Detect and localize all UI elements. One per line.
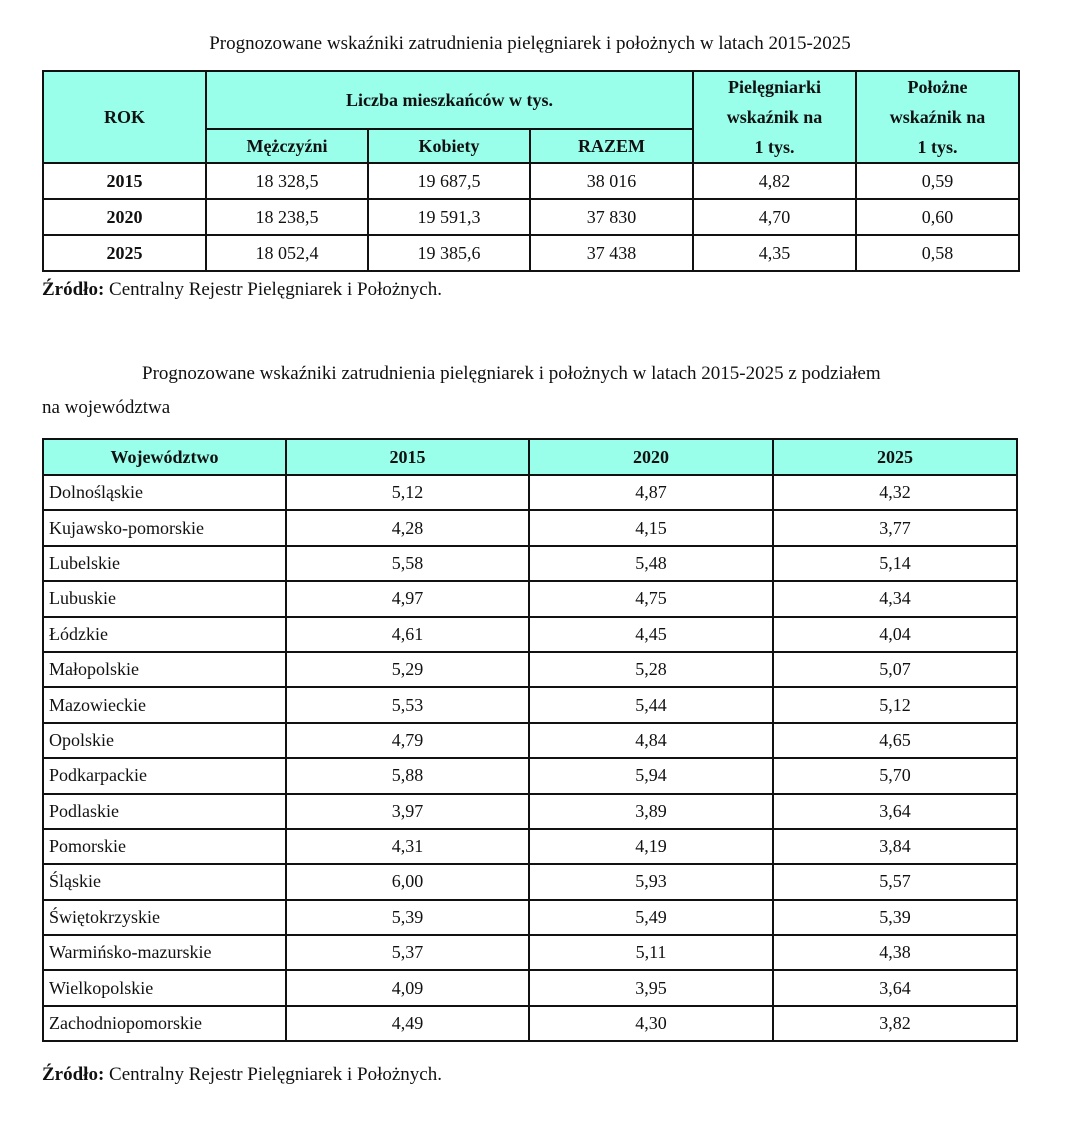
table-row [43,235,1019,271]
table2-caption: Prognozowane wskaźniki zatrudnienia pielęgniarek i położnych w latach 2015-2025 z podziałem na województwa [42,363,881,418]
table-cell: 5,12 [773,687,1017,722]
table-row [43,199,1019,235]
table-row [43,617,1017,652]
table-cell: 4,75 [529,581,773,616]
year-cell: 2025 [43,235,206,271]
table-cell: 4,79 [286,723,529,758]
table-cell: 4,19 [529,829,773,864]
table-cell: 5,28 [529,652,773,687]
header-2025: 2025 [773,439,1017,475]
table-cell: 3,64 [773,794,1017,829]
table1-caption: Prognozowane wskaźniki zatrudnienia pielęgniarek i położnych w latach 2015-2025 [209,33,851,54]
source-label: Źródło: [42,1064,105,1085]
table-row [43,581,1017,616]
table-row [43,723,1017,758]
table-row [43,475,1017,510]
table-cell: 4,97 [286,581,529,616]
table-cell: 37 438 [530,235,693,271]
table-cell: 4,04 [773,617,1017,652]
voivodeship-name: Opolskie [43,723,286,758]
table-cell: 3,84 [773,829,1017,864]
table-cell: 4,32 [773,475,1017,510]
table-cell: 5,39 [773,900,1017,935]
table-cell: 4,49 [286,1006,529,1041]
table-cell: 5,57 [773,864,1017,899]
table-cell: 4,38 [773,935,1017,970]
table-cell: 5,14 [773,546,1017,581]
table-cell: 18 052,4 [206,235,368,271]
table-cell: 18 238,5 [206,199,368,235]
source-label: Źródło: [42,279,105,300]
table-cell: 4,35 [693,235,856,271]
table-row [43,758,1017,793]
table-row [43,510,1017,545]
table-cell: 5,48 [529,546,773,581]
voivodeship-name: Podlaskie [43,794,286,829]
table-cell: 4,09 [286,970,529,1005]
table-cell: 5,11 [529,935,773,970]
voivodeship-name: Świętokrzyskie [43,900,286,935]
table-cell: 3,77 [773,510,1017,545]
table-cell: 5,49 [529,900,773,935]
table-cell: 5,94 [529,758,773,793]
table-row [43,794,1017,829]
table-cell: 4,28 [286,510,529,545]
voivodeship-name: Zachodniopomorskie [43,1006,286,1041]
table-row [43,900,1017,935]
voivodeship-name: Lubelskie [43,546,286,581]
table-cell: 5,07 [773,652,1017,687]
header-mezczyzni: Mężczyźni [206,129,368,163]
table-row [43,970,1017,1005]
table-row [43,864,1017,899]
table-cell: 4,87 [529,475,773,510]
table-cell: 38 016 [530,163,693,199]
table-cell: 5,44 [529,687,773,722]
table-cell: 4,84 [529,723,773,758]
voivodeship-name: Kujawsko-pomorskie [43,510,286,545]
table-cell: 3,82 [773,1006,1017,1041]
table-cell: 5,39 [286,900,529,935]
year-cell: 2020 [43,199,206,235]
voivodeship-name: Dolnośląskie [43,475,286,510]
table-cell: 4,31 [286,829,529,864]
table-cell: 5,70 [773,758,1017,793]
voivodeship-name: Mazowieckie [43,687,286,722]
voivodeship-name: Wielkopolskie [43,970,286,1005]
table-cell: 4,34 [773,581,1017,616]
table-cell: 4,30 [529,1006,773,1041]
table1-source [42,279,442,301]
table-cell: 0,58 [856,235,1019,271]
table-cell: 19 591,3 [368,199,530,235]
table2-source [42,1064,442,1086]
table-cell: 5,29 [286,652,529,687]
table-cell: 5,37 [286,935,529,970]
table-row [43,829,1017,864]
header-pielegniarki: Pielęgniarki wskaźnik na 1 tys. [693,71,856,163]
table-cell: 5,88 [286,758,529,793]
header-mieszkancy: Liczba mieszkańców w tys. [206,71,693,129]
table-cell: 5,58 [286,546,529,581]
table-cell: 5,53 [286,687,529,722]
table-cell: 0,60 [856,199,1019,235]
table-cell: 0,59 [856,163,1019,199]
table-cell: 19 385,6 [368,235,530,271]
table-cell: 4,61 [286,617,529,652]
employment-table [42,70,1020,272]
source-text: Centralny Rejestr Pielęgniarek i Położnych. [104,279,442,300]
table-cell: 19 687,5 [368,163,530,199]
table-cell: 4,65 [773,723,1017,758]
year-cell: 2015 [43,163,206,199]
table-cell: 3,97 [286,794,529,829]
table-cell: 4,82 [693,163,856,199]
table-row [43,163,1019,199]
table-cell: 5,93 [529,864,773,899]
header-2020: 2020 [529,439,773,475]
voivodeship-name: Łódzkie [43,617,286,652]
voivodeship-name: Warmińsko-mazurskie [43,935,286,970]
table-cell: 5,12 [286,475,529,510]
header-kobiety: Kobiety [368,129,530,163]
voivodeship-name: Pomorskie [43,829,286,864]
table-row [43,935,1017,970]
table-row [43,652,1017,687]
table-row [43,687,1017,722]
voivodeship-name: Lubuskie [43,581,286,616]
table-cell: 3,89 [529,794,773,829]
table-cell: 6,00 [286,864,529,899]
table-cell: 18 328,5 [206,163,368,199]
table-cell: 3,95 [529,970,773,1005]
header-wojewodztwo: Województwo [43,439,286,475]
voivodeship-name: Podkarpackie [43,758,286,793]
table-cell: 4,15 [529,510,773,545]
table-cell: 4,70 [693,199,856,235]
voivodeship-table [42,438,1018,1042]
header-rok: ROK [43,71,206,163]
table-cell: 37 830 [530,199,693,235]
table-row [43,1006,1017,1041]
table-cell: 4,45 [529,617,773,652]
header-razem: RAZEM [530,129,693,163]
header-polozne: Położne wskaźnik na 1 tys. [856,71,1019,163]
voivodeship-name: Małopolskie [43,652,286,687]
table-row [43,546,1017,581]
source-text: Centralny Rejestr Pielęgniarek i Położnych. [104,1064,442,1085]
header-2015: 2015 [286,439,529,475]
table-cell: 3,64 [773,970,1017,1005]
voivodeship-name: Śląskie [43,864,286,899]
